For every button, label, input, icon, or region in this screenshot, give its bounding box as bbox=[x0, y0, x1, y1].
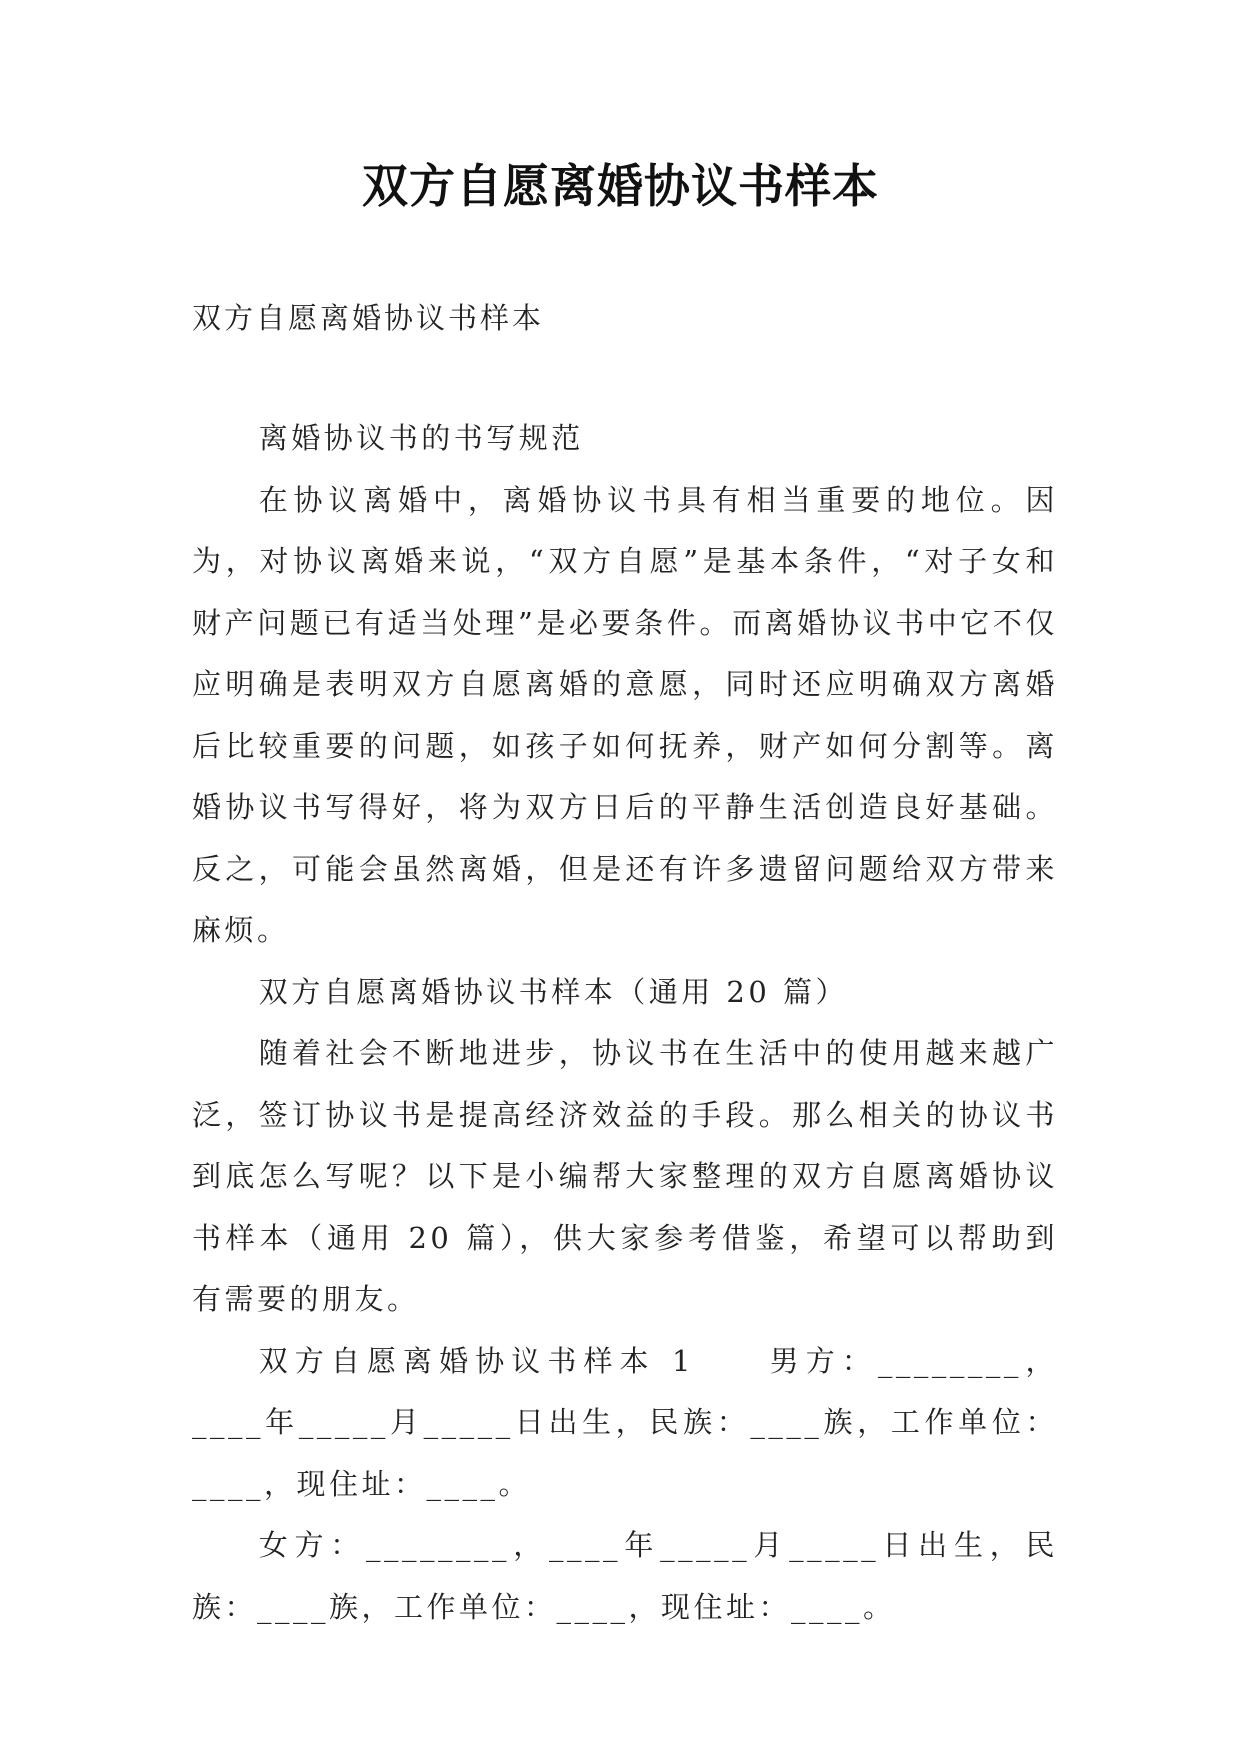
paragraph-importance: 在协议离婚中，离婚协议书具有相当重要的地位。因为，对协议离婚来说，“双方自愿”是基本条件，“对子女和财产问题已有适当处理”是必要条件。而离婚协议书中它不仅应明确是表明双方自愿离婚的意愿，同时还应明确双方离婚后比较重要的问题，如孩子如何抚养，财产如何分割等。离婚协议书写得好，将为双方日后的平静生活创造良好基础。反之，可能会虽然离婚，但是还有许多遗留问题给双方带来麻烦。 bbox=[192, 482, 1058, 947]
paragraph-sample-1-male: 双方自愿离婚协议书样本 1 男方：________，____年_____月_____日出生，民族：____族，工作单位：____，现住址：____。 bbox=[192, 1343, 1058, 1501]
section-heading-writing-norms: 离婚协议书的书写规范 bbox=[258, 421, 584, 455]
document-subtitle: 双方自愿离婚协议书样本 bbox=[192, 301, 545, 335]
paragraph-intro: 随着社会不断地进步，协议书在生活中的使用越来越广泛，签订协议书是提高经济效益的手段。那么相关的协议书到底怎么写呢？以下是小编帮大家整理的双方自愿离婚协议书样本（通用 20 篇），供大家参考借鉴，希望可以帮助到有需要的朋友。 bbox=[192, 1036, 1058, 1316]
document-title: 双方自愿离婚协议书样本 bbox=[362, 159, 879, 213]
document-body bbox=[192, 408, 1058, 1638]
paragraph-sample-1-female: 女方：________，____年_____月_____日出生，民族：____族，工作单位：____，现住址：____。 bbox=[192, 1528, 1058, 1624]
section-heading-samples: 双方自愿离婚协议书样本（通用 20 篇） bbox=[258, 974, 849, 1009]
